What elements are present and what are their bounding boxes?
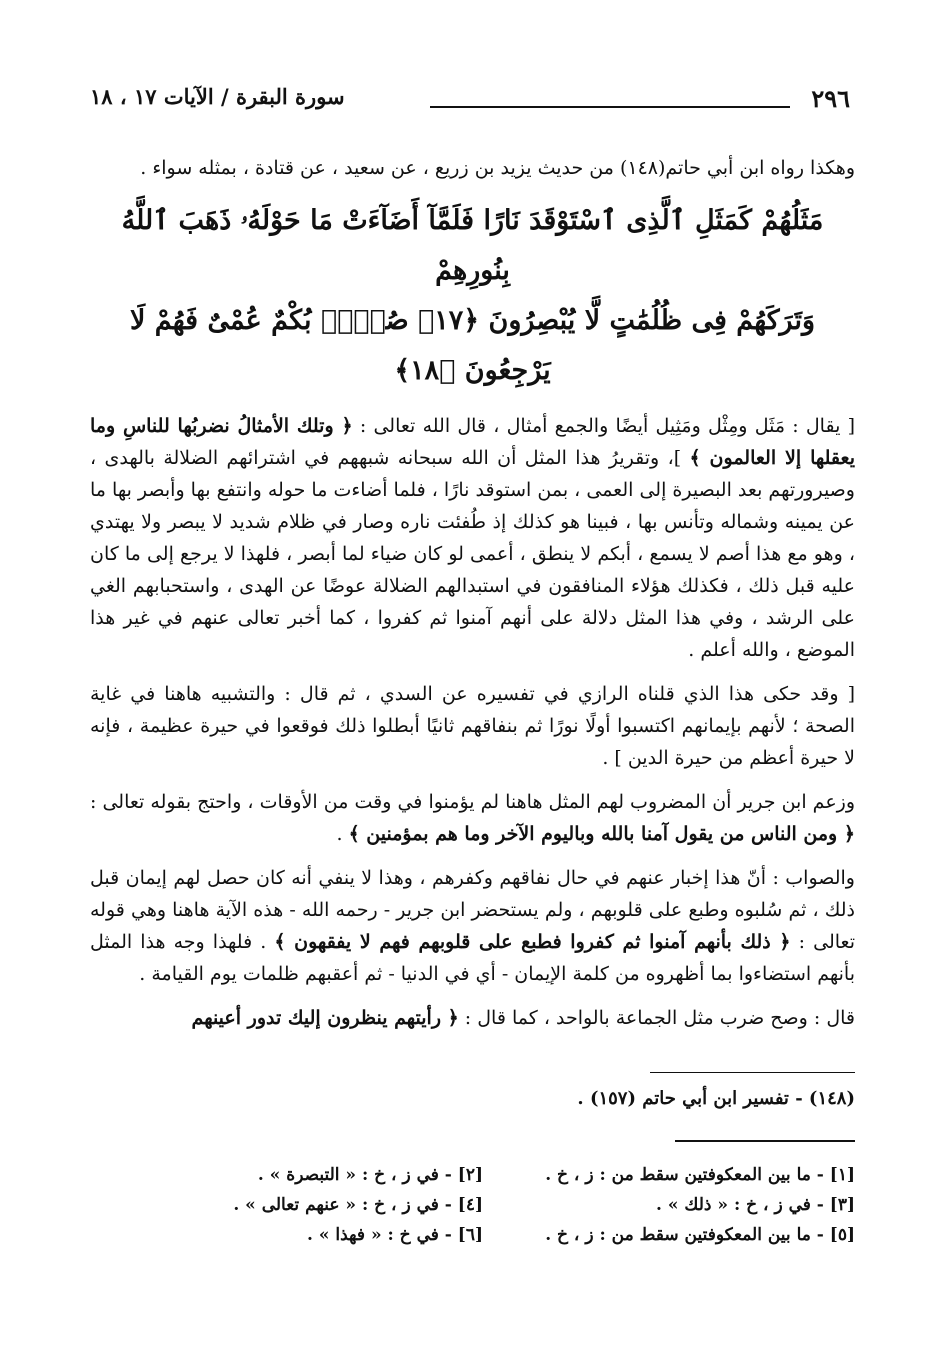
text-span: . فلهذا وجه هذا المثل بأنهم استضاءوا بما أظهروه من كلمة الإيمان - أي في الدنيا - ثم أعقبهم ظلمات يوم القيامة . <box>90 931 855 985</box>
header-rule <box>430 106 790 108</box>
footnote-rule <box>650 1072 855 1073</box>
quran-quote: ﴿ ومن الناس من يقول آمنا بالله وباليوم الآخر وما هم بمؤمنين ﴾ <box>348 823 855 845</box>
text-span: قال : وصح ضرب مثل الجماعة بالواحد ، كما قال : <box>458 1007 855 1029</box>
paragraph: وهكذا رواه ابن أبي حاتم(١٤٨) من حديث يزيد بن زريع ، عن سعيد ، عن قتادة ، بمثله سواء . <box>140 157 855 179</box>
footnote-main: (١٤٨) - تفسير ابن أبي حاتم (١٥٧) . <box>577 1088 855 1109</box>
quran-line: مَثَلُهُمْ كَمَثَلِ ٱلَّذِى ٱسْتَوْقَدَ نَارًا فَلَمَّآ أَضَآءَتْ مَا حَوْلَهُۥ ذَهَبَ ٱللَّهُ بِنُورِهِمْ <box>121 205 824 286</box>
text-span: وزعم ابن جرير أن المضروب لهم المثل هاهنا لم يؤمنوا في وقت من الأوقات ، واحتج بقوله تعالى : <box>90 791 856 813</box>
footnote: [٤] - في ز ، خ : « عنهم تعالى » . <box>233 1195 483 1215</box>
footnote: [٦] - في خ : « فهذا » . <box>307 1225 483 1245</box>
paragraph <box>90 1002 855 1034</box>
running-title: سورة البقرة / الآيات ١٧ ، ١٨ <box>90 84 345 109</box>
quran-quote: ﴿ وتلك الأمثالُ نضربُها للناسِ وما يعقلها إلا العالمون ﴾ <box>90 415 855 469</box>
paragraph <box>90 786 855 850</box>
text-span: ]، وتقريرُ هذا المثل أن الله سبحانه شبههم في اشترائهم الضلالة بالهدى ، وصيرورتهم بعد البصيرة إلى العمى ، بمن استوقد نارًا ، فلما أضاءت ما حوله وانتفع بها وأبصر بها ما عن يمينه وشماله وتأنس بها ، فبينا هو كذلك إذ طُفئت ناره وصار في ظلام شديد لا يبصر ولا يهتدي ، وهو مع هذا أصم لا يسمع ، أبكم لا ينطق ، أعمى لو كان ضياء لما أبصر ، فلهذا لا يرجع إلى ما كان عليه قبل ذلك ، فكذلك هؤلاء المنافقون في استبدالهم الضلالة عوضًا عن الهدى ، واستحبابهم الغي على الرشد ، وفي هذا المثل دلالة على أنهم آمنوا ثم كفروا ، كما أخبر تعالى عنهم في غير هذا الموضع ، والله أعلم . <box>90 447 855 661</box>
quran-quote: ﴿ ذلك بأنهم آمنوا ثم كفروا فطبع على قلوبهم فهم لا يفقهون ﴾ <box>274 931 791 953</box>
footnote: [٣] - في ز ، خ : « ذلك » . <box>656 1195 855 1215</box>
footnote: [٥] - ما بين المعكوفتين سقط من : ز ، خ . <box>545 1225 855 1245</box>
quran-line: وَتَرَكَهُمْ فِى ظُلُمَٰتٍ لَّا يُبْصِرُونَ ﴿١٧﴾ صُمٌّۢ بُكْمٌ عُمْىٌ فَهُمْ لَا يَرْجِعُونَ ﴿١٨﴾ <box>129 305 816 386</box>
quran-quote: ﴿ رأيتهم ينظرون إليك تدور أعينهم <box>191 1007 459 1029</box>
text-span: [ يقال : مَثَل ومِثْل ومَثِيل أيضًا والجمع أمثال ، قال الله تعالى : <box>352 415 855 437</box>
paragraph <box>90 410 855 666</box>
paragraph <box>90 862 855 990</box>
footnote: [١] - ما بين المعكوفتين سقط من : ز ، خ . <box>545 1165 855 1185</box>
footnote-notes <box>85 1160 855 1250</box>
text-span: والصواب : أنّ هذا إخبار عنهم في حال نفاقهم وكفرهم ، وهذا لا ينفي أنه كان حصل لهم إيمان قبل ذلك ، ثم سُلبوه وطبع على قلوبهم ، ولم يستحضر ابن جرير - رحمه الله - هذه الآية هاهنا وهي قوله تعالى : <box>90 867 855 953</box>
footnote: [٢] - في ز ، خ : « التبصرة » . <box>257 1165 483 1185</box>
footnote-row <box>85 1160 855 1190</box>
footnote-rule <box>675 1140 855 1142</box>
quran-verse <box>90 196 855 396</box>
page-header <box>90 84 850 124</box>
footnote-row <box>85 1190 855 1220</box>
paragraph: [ وقد حكى هذا الذي قلناه الرازي في تفسيره عن السدي ، ثم قال : والتشبيه هاهنا في غاية الصحة ؛ لأنهم بإيمانهم اكتسبوا أولًا نورًا ثم بنفاقهم ثانيًا أبطلوا ذلك فوقعوا في حيرة عظيمة ، فإنه لا حيرة أعظم من حيرة الدين ] . <box>90 683 856 769</box>
footnote-row <box>85 1220 855 1250</box>
main-text <box>90 152 855 1046</box>
page-number: ٢٩٦ <box>811 84 850 113</box>
text-span: . <box>336 823 349 845</box>
